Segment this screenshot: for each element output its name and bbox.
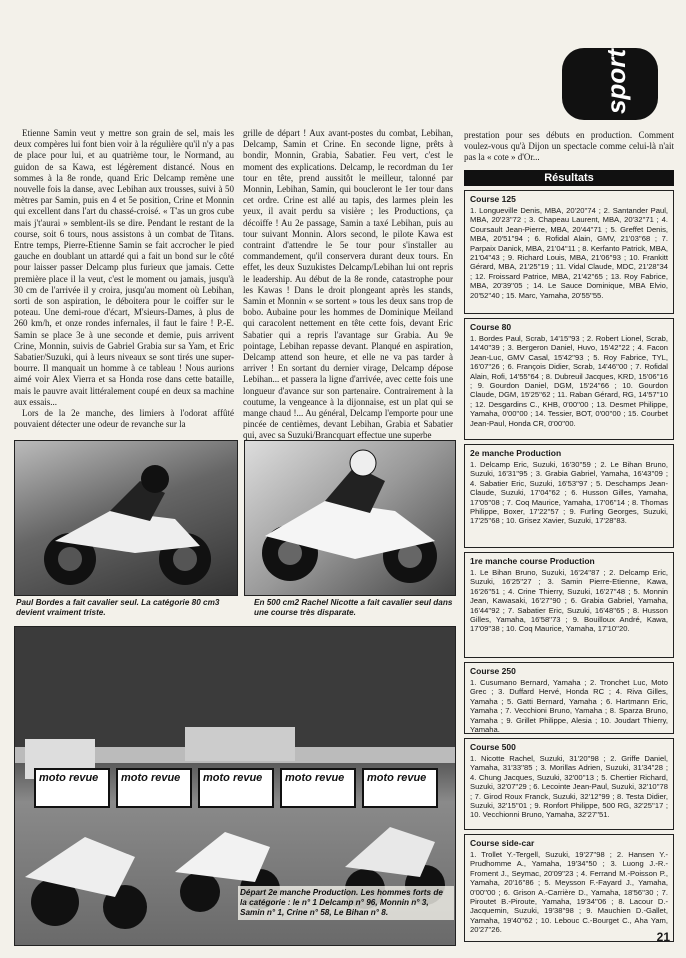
photo-caption-1: Paul Bordes a fait cavalier seul. La catégorie 80 cm3 devient vraiment triste. <box>16 598 220 617</box>
results-course-side-car <box>464 834 674 942</box>
photo-caption-2: En 500 cm2 Rachel Nicotte a fait cavalier seul dans une course très disparate. <box>254 598 453 617</box>
banner-panel: moto revue <box>280 768 356 808</box>
photo-caption-3: Départ 2e manche Production. Les hommes forts de la catégorie : le n° 1 Delcamp n° 96, Monnin n° 3, Samin n° 1, Crine n° 58, Le Bihan n° 8. <box>238 886 454 920</box>
photo-bordes-80cc <box>14 440 238 596</box>
page-number: 21 <box>656 930 670 944</box>
results-section-text: 1. Delcamp Eric, Suzuki, 16'30''59 ; 2. Le Bihan Bruno, Suzuki, 16'31''95 ; 3. Grabia Gabriel, Yamaha, 16'43''09 ; 4. Sabatier Eric, Suzuki, 16'53''97 ; 5. Deschamps Jean-Claude, Suzuki, 17'04''62 ; 6. Husson Gilles, Yamaha, 17'05''08 ; 7. Coq Maurice, Yamaha, 17'06''14 ; 8. Thomas Philippe, Boxer, 17'22''57 ; 9. Furling Georges, Suzuki, 17'25''68 ; 10. Grisez Xavier, Suzuki, 17'28''83. <box>470 460 668 526</box>
results-section-title: Course 80 <box>470 322 512 332</box>
banner-panel: moto revue <box>34 768 110 808</box>
article-paragraph: Lors de la 2e manche, des limiers à l'odorat affûté pouvaient détecter une odeur de revanche sur la <box>14 408 234 430</box>
results-section-title: Course 125 <box>470 194 516 204</box>
article-paragraph: prestation pour ses débuts en production. Comment voulez-vous qu'à Dijon un spectacle comme celui-là n'ait pas la « cote » d'Or... <box>464 130 674 163</box>
motorcycle-rider-illustration <box>15 441 237 595</box>
results-course-250 <box>464 662 674 734</box>
article-column-1 <box>14 128 234 430</box>
article-column-2 <box>243 128 453 442</box>
banner-panel: moto revue <box>362 768 438 808</box>
banner-panel: moto revue <box>116 768 192 808</box>
results-section-title: 2e manche Production <box>470 448 562 458</box>
results-course-500 <box>464 738 674 830</box>
banner-panel: moto revue <box>198 768 274 808</box>
results-production-2 <box>464 444 674 548</box>
results-course-125 <box>464 190 674 314</box>
results-section-title: Course side-car <box>470 838 535 848</box>
article-paragraph: Etienne Samin veut y mettre son grain de sel, mais les deux compères lui font bien voir à la régulière qu'il n'y a pas de place pour lui, et au quatrième tour, le Normand, au guidon de sa Kawa, est légèrement distancé. Nous en sommes à la 8e ronde, quand Eric Delcamp remène une nouvelle fois la danse, avec Lebihan aux trousses, suivi à 50 mètres par Samin, puis en 4 et 5e position, Crine et Monnin qui excellent dans l'art du chassé-croisé. « T'as un gros cube mais j't'aurai » semblent-ils se dire. Pendant le restant de la course, soit 6 tours, nous assistons à un combat de Titans. Entre temps, Pierre-Etienne Samin se fait accrocher le pied gauche en doublant un attardé qui a fait un bond sur le côté pour laisser passer Delcamp plus furieux que jamais. Cette première place il la veut, c'est le moment ou jamais, jusqu'à 30 cm de l'arrivée il y croira, jusqu'au moment où Lebihan, sorti de son aspiration, le déboitera pour le coiffer sur le poteau. Une demi-roue d'écart, M'sieurs-Dames, à plus de 260 km/h, et onze rondes infernales, il faut le faire ! P.-E. Samin se place 3e à une seconde et demie, puis arrivent Crine, Monnin, suivis de Gabriel Grabia sur sa Yam, et Eric Sabatier/Suzuki, qui à leurs niveaux se sont tirés une super-bourre. Il manquait un homme à ce tableau ! Nous aurions aimé voir Alex Vierra et sa Honda rose dans cette bataille, mais le pauvre avait littéralement coupé en deux sa machine aux essais... <box>14 128 234 407</box>
article-column-3 <box>464 130 674 164</box>
results-course-80 <box>464 318 674 440</box>
article-paragraph: grille de départ ! Aux avant-postes du combat, Lebihan, Delcamp, Samin et Crine. En seconde ligne, prêts à bondir, Monnin, Grabia, Sabatier. Feu vert, c'est le moment des explications. Delcamp, le recordman du 1er tour en tête, prend aussitôt le meilleur, talonné par Monnin, Lebihan, Samin, qui boucleront le 1er tour dans cet ordre. Crine est allé au tapis, des larmes plein les yeux, il avait perdu sa visière ; les Productions, ça décoiffe ! Au 2e passage, Samin a taxé Lebihan, puis au tour suivant Monnin. Alors second, le pilote Kawa est contraint d'attendre le 5e tour pour s'installer au commandement, qu'il conservera durant deux tours. En effet, les deux Suzukistes Delcamp/Lebihan lui ont repris le leadership. Au début de la 8e ronde, catastrophe pour les Kawas ! Dans le droit plongeant après les stands, Samin et Monnin « se sortent » tous les deux sans trop de bobo. Aubaine pour les hommes de Dominique Meiland qui caracolent nettement en tête cette fois, devant Eric Sabatier qui a repris l'avantage sur Grabia. Au 9e pointage, Lebihan repasse devant. Planqué en aspiration, Delcamp attend son heure, et elle ne va pas tarder à arriver ! En sortant du dernier virage, Delcamp dépose Lebihan... et passera la ligne d'arrivée, avec cette fois une longueur d'avance sur son partenaire. Contrairement à la coutume, la vengeance à la dijonnaise, est un plat qui se mange chaud !... Au général, Delcamp l'emporte pour une pincée de centièmes, devant Lebihan, Grabia et Sabatier qui, avec sa Suzuki/Brancquart effectue une superbe <box>243 128 453 441</box>
results-section-text: 1. Trollet Y.-Tergell, Suzuki, 19'27''98 ; 2. Hansen Y.-Prudhomme A., Yamaha, 19'34''50 ; 3. Luong J.-R.-Froment J., Seymac, 20'09''23 ; 4. Ferrand M.-Poisson P., Yamaha, 20'16''86 ; 5. Meysson F.-Fayard J., Yamaha, 0'00''00 ; 6. Grison A.-Carrière D., Yamaha, 18'56''30 ; 7. Piroutet B.-Piroute, Yamaha, 19'34''06 ; 8. Lacour D.-Jacquemin, Suzuki, 19'38''98 ; 9. Mauchien D.-Gallet, Yamaha, 19'40''62 ; 10. Lebouc C.-Bourget C., Aha Yam, 20'27''26. <box>470 850 668 935</box>
results-section-text: 1. Cusumano Bernard, Yamaha ; 2. Tronchet Luc, Moto Grec ; 3. Duffard Hervé, Honda RC ; 4. Riva Gilles, Yamaha ; 5. Gatti Bernard, Yamaha ; 6. Hartmann Eric, Yamaha ; 7. Vecchioni Bruno, Yamaha ; 8. Sparza Bruno, Yamaha ; 9. Grillet Philippe, Alesia ; 10. Joudart Thierry, Yamaha. <box>470 678 668 735</box>
results-section-text: 1. Longueville Denis, MBA, 20'20''74 ; 2. Santander Paul, MBA, 20'23''72 ; 3. Chapeau Laurent, MBA, 20'32''71 ; 4. Coursault Jean-Pierre, MBA, 20'44''71 ; 5. Greffet Denis, MBA, 20'51''94 ; 6. Rofidal Alain, GMV, 21'03''68 ; 7. Parpaix Danick, MBA, 21'04''11 ; 8. Kerfanto Patrick, MBA, 21'04''43 ; 9. Richard Louis, MBA, 21'06''93 ; 10. Frankitt Gérard, MBA, 21'25''19 ; 11. Vidal Claude, MDC, 21'28''34 ; 12. Froissard Patrice, MBA, 21'42''65 ; 13. Roy Fabrice, MBA, 20'39''05 ; 14. Le Sauce Dominique, MBA Elvio, 20'52''40 ; 15. Marc, Yamaha, 20'55''55. <box>470 206 668 300</box>
results-section-text: 1. Nicotte Rachel, Suzuki, 31'20''98 ; 2. Griffe Daniel, Yamaha, 31'33''85 ; 3. Morillas Adrien, Suzuki, 31'34''28 ; 4. Chung Jacques, Suzuki, 32'00''13 ; 5. Chertier Richard, Suzuki, 32'07''29 ; 6. Lecointe Jean-Paul, Suzuki, 32'10''78 ; 7. Girod Roux Franck, Suzuki, 32'12''99 ; 8. Testa Didier, Suzuki, 32'15''01 ; 9. Ronfort Philippe, 500 RG, 32'25''17 ; 10. Vecchionni Bruno, Yamaha, 32'27''51. <box>470 754 668 820</box>
logo-text: sport <box>601 49 631 114</box>
results-section-title: Course 250 <box>470 666 516 676</box>
results-section-text: 1. Bordes Paul, Scrab, 14'15''93 ; 2. Robert Lionel, Scrab, 14'40''39 ; 3. Bergeron Daniel, Huvo, 15'42''22 ; 4. Facon Jean-Luc, GMV Casal, 15'42''93 ; 5. Roy Fabrice, TYL, 16'07''26 ; 6. François Didier, Scrab, 14'46''00 ; 7. Rofidal Alain, Rofi, 14'55''64 ; 8. Dubreuil Jacques, KRD, 15'06''16 ; 9. Gourdon Daniel, DGM, 15'24''66 ; 10. Gourdon Claude, DGM, 15'25''62 ; 11. Raban Gérard, RG, 14'57''10 ; 12. Desgardins C., KHB, 0'00''00 ; 13. Desmet Philippe, Yamaha, 0'00''00 ; 14. Tessier, BOT, 0'00''00 ; 15. Courbet Jean-Paul, Honda CR, 0'00''00. <box>470 334 668 428</box>
results-section-text: 1. Le Bihan Bruno, Suzuki, 16'24''87 ; 2. Delcamp Eric, Suzuki, 16'25''27 ; 3. Samin Pierre-Etienne, Kawa, 16'26''51 ; 4. Crine Thierry, Suzuki, 16'27''48 ; 5. Monnin Jean, Kawasaki, 16'27''90 ; 6. Grabia Gabriel, Yamaha, 16'44''92 ; 7. Sabatier Eric, Suzuki, 16'48''65 ; 8. Husson Gilles, Yamaha, 16'58''73 ; 9. Bouilloux André, Kawa, 17'09''38 ; 10. Coq Maurice, Yamaha, 17'10''20. <box>470 568 668 634</box>
moto-revue-banner <box>34 768 438 808</box>
photo-nicotte-500cc <box>244 440 456 596</box>
results-section-title: 1re manche course Production <box>470 556 595 566</box>
sport-section-logo <box>562 48 658 120</box>
results-section-title: Course 500 <box>470 742 516 752</box>
motorcycle-rider-illustration <box>245 441 455 595</box>
results-heading: Résultats <box>464 170 674 186</box>
results-production-1 <box>464 552 674 658</box>
